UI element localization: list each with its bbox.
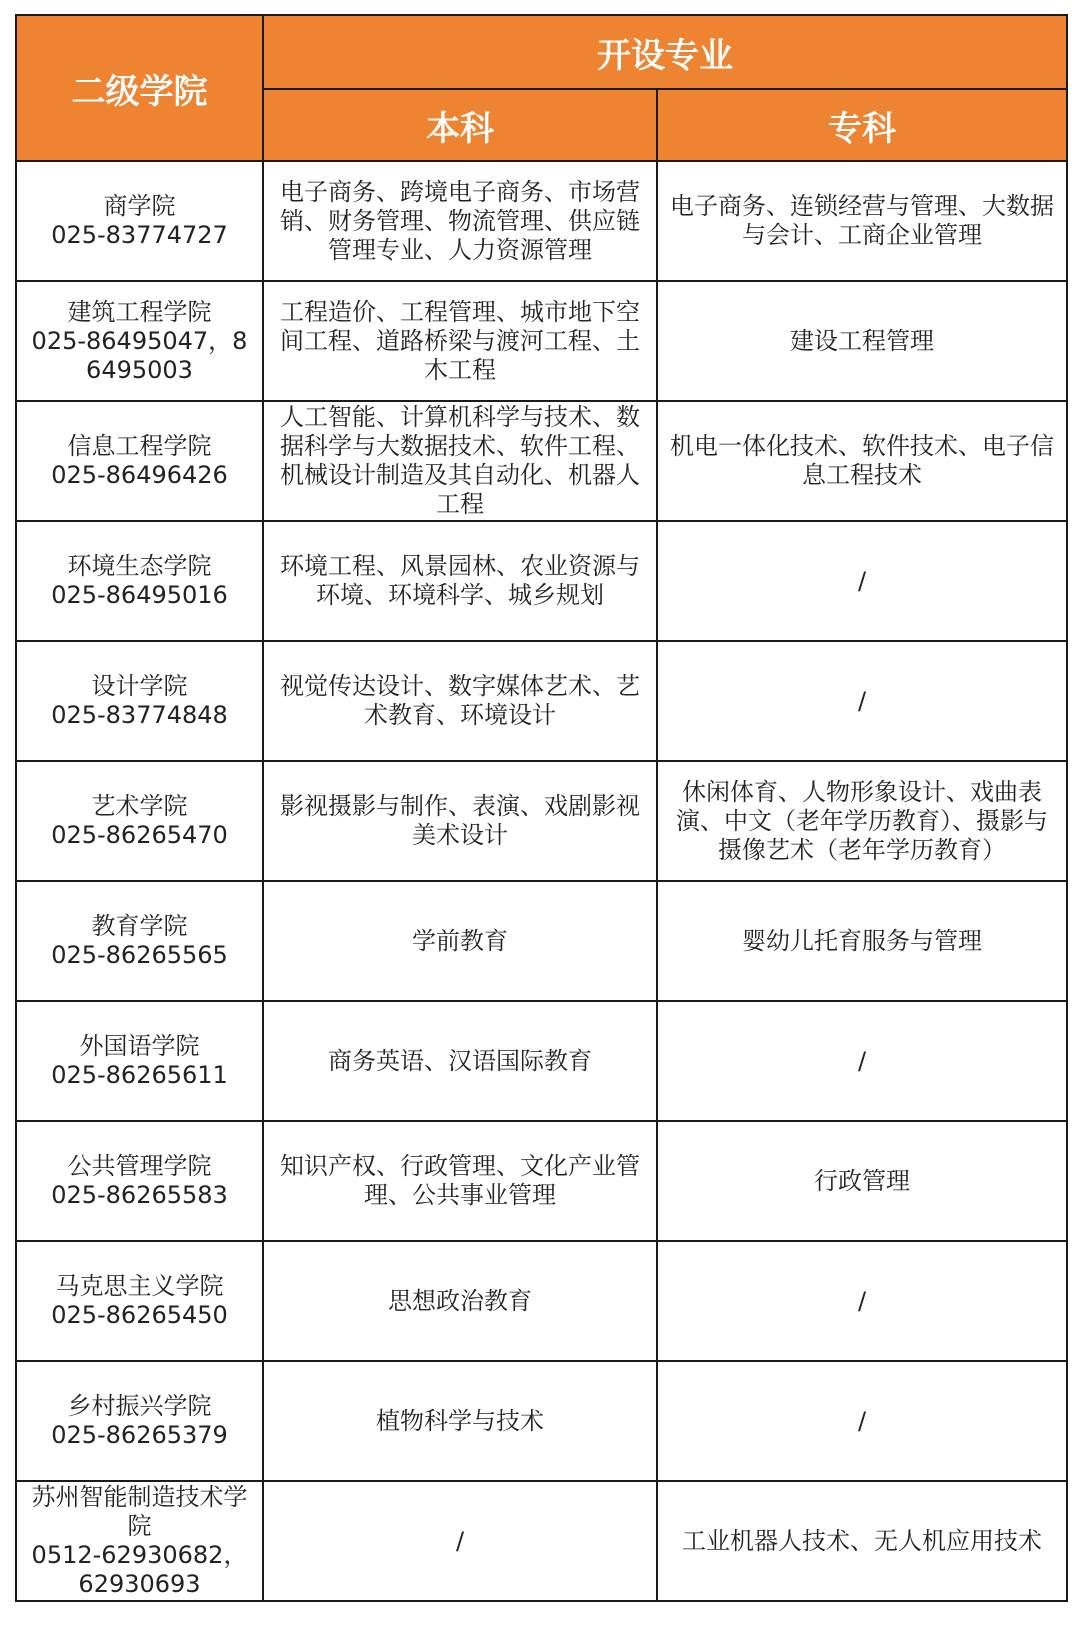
junior-majors: / <box>657 1361 1067 1481</box>
junior-majors: 休闲体育、人物形象设计、戏曲表演、中文（老年学历教育）、摄影与摄像艺术（老年学历教育） <box>657 761 1067 881</box>
junior-majors: 机电一体化技术、软件技术、电子信息工程技术 <box>657 401 1067 521</box>
table-row <box>16 161 1067 281</box>
college-cell <box>16 1361 263 1481</box>
header-junior: 专科 <box>657 89 1067 161</box>
college-phone: 0512-62930682，62930693 <box>31 1541 248 1598</box>
college-name: 艺术学院 <box>91 792 188 820</box>
college-phone: 025-86265611 <box>51 1061 228 1089</box>
table-row <box>16 1241 1067 1361</box>
college-phone: 025-83774848 <box>51 701 228 729</box>
college-cell <box>16 1121 263 1241</box>
junior-majors: / <box>657 1241 1067 1361</box>
college-cell <box>16 281 263 401</box>
table-row <box>16 401 1067 521</box>
table-row <box>16 1481 1067 1601</box>
college-cell <box>16 641 263 761</box>
college-phone: 025-86265379 <box>51 1421 228 1449</box>
undergrad-majors: 植物科学与技术 <box>263 1361 657 1481</box>
undergrad-majors: 视觉传达设计、数字媒体艺术、艺术教育、环境设计 <box>263 641 657 761</box>
college-name: 公共管理学院 <box>67 1152 212 1180</box>
college-phone: 025-86496426 <box>51 461 228 489</box>
college-phone: 025-86265450 <box>51 1301 228 1329</box>
college-name: 环境生态学院 <box>67 552 212 580</box>
college-cell <box>16 1001 263 1121</box>
college-name: 苏州智能制造技术学院 <box>31 1483 248 1540</box>
junior-majors: 工业机器人技术、无人机应用技术 <box>657 1481 1067 1601</box>
table-row <box>16 521 1067 641</box>
junior-majors: 电子商务、连锁经营与管理、大数据与会计、工商企业管理 <box>657 161 1067 281</box>
college-cell <box>16 401 263 521</box>
college-cell <box>16 881 263 1001</box>
college-name: 乡村振兴学院 <box>67 1392 212 1420</box>
table-row <box>16 1361 1067 1481</box>
undergrad-majors: 环境工程、风景园林、农业资源与环境、环境科学、城乡规划 <box>263 521 657 641</box>
undergrad-majors: 影视摄影与制作、表演、戏剧影视美术设计 <box>263 761 657 881</box>
header-college: 二级学院 <box>16 15 263 161</box>
undergrad-majors: 工程造价、工程管理、城市地下空间工程、道路桥梁与渡河工程、土木工程 <box>263 281 657 401</box>
table-row <box>16 1121 1067 1241</box>
undergrad-majors: 电子商务、跨境电子商务、市场营销、财务管理、物流管理、供应链管理专业、人力资源管理 <box>263 161 657 281</box>
college-phone: 025-86265470 <box>51 821 228 849</box>
junior-majors: 建设工程管理 <box>657 281 1067 401</box>
junior-majors: 婴幼儿托育服务与管理 <box>657 881 1067 1001</box>
undergrad-majors: / <box>263 1481 657 1601</box>
undergrad-majors: 思想政治教育 <box>263 1241 657 1361</box>
college-phone: 025-86495016 <box>51 581 228 609</box>
table-row <box>16 881 1067 1001</box>
majors-table <box>15 14 1068 1602</box>
header-majors: 开设专业 <box>263 15 1067 89</box>
college-cell <box>16 1241 263 1361</box>
table-row <box>16 281 1067 401</box>
college-name: 建筑工程学院 <box>67 297 212 326</box>
undergrad-majors: 知识产权、行政管理、文化产业管理、公共事业管理 <box>263 1121 657 1241</box>
undergrad-majors: 人工智能、计算机科学与技术、数据科学与大数据技术、软件工程、机械设计制造及其自动化、机器人工程 <box>263 401 657 521</box>
college-name: 教育学院 <box>91 912 188 940</box>
college-phone: 025-86495047，86495003 <box>31 326 248 384</box>
junior-majors: / <box>657 641 1067 761</box>
junior-majors: / <box>657 1001 1067 1121</box>
college-name: 商学院 <box>103 192 176 220</box>
college-cell <box>16 761 263 881</box>
college-name: 设计学院 <box>91 672 188 700</box>
college-cell <box>16 161 263 281</box>
undergrad-majors: 学前教育 <box>263 881 657 1001</box>
college-phone: 025-83774727 <box>51 221 228 249</box>
college-name: 信息工程学院 <box>67 432 212 460</box>
college-cell <box>16 1481 263 1601</box>
header-undergrad: 本科 <box>263 89 657 161</box>
college-phone: 025-86265565 <box>51 941 228 969</box>
college-name: 马克思主义学院 <box>55 1272 224 1300</box>
table-row <box>16 1001 1067 1121</box>
undergrad-majors: 商务英语、汉语国际教育 <box>263 1001 657 1121</box>
table-row <box>16 761 1067 881</box>
college-phone: 025-86265583 <box>51 1181 228 1209</box>
college-name: 外国语学院 <box>79 1032 200 1060</box>
junior-majors: 行政管理 <box>657 1121 1067 1241</box>
college-cell <box>16 521 263 641</box>
table-row <box>16 641 1067 761</box>
junior-majors: / <box>657 521 1067 641</box>
